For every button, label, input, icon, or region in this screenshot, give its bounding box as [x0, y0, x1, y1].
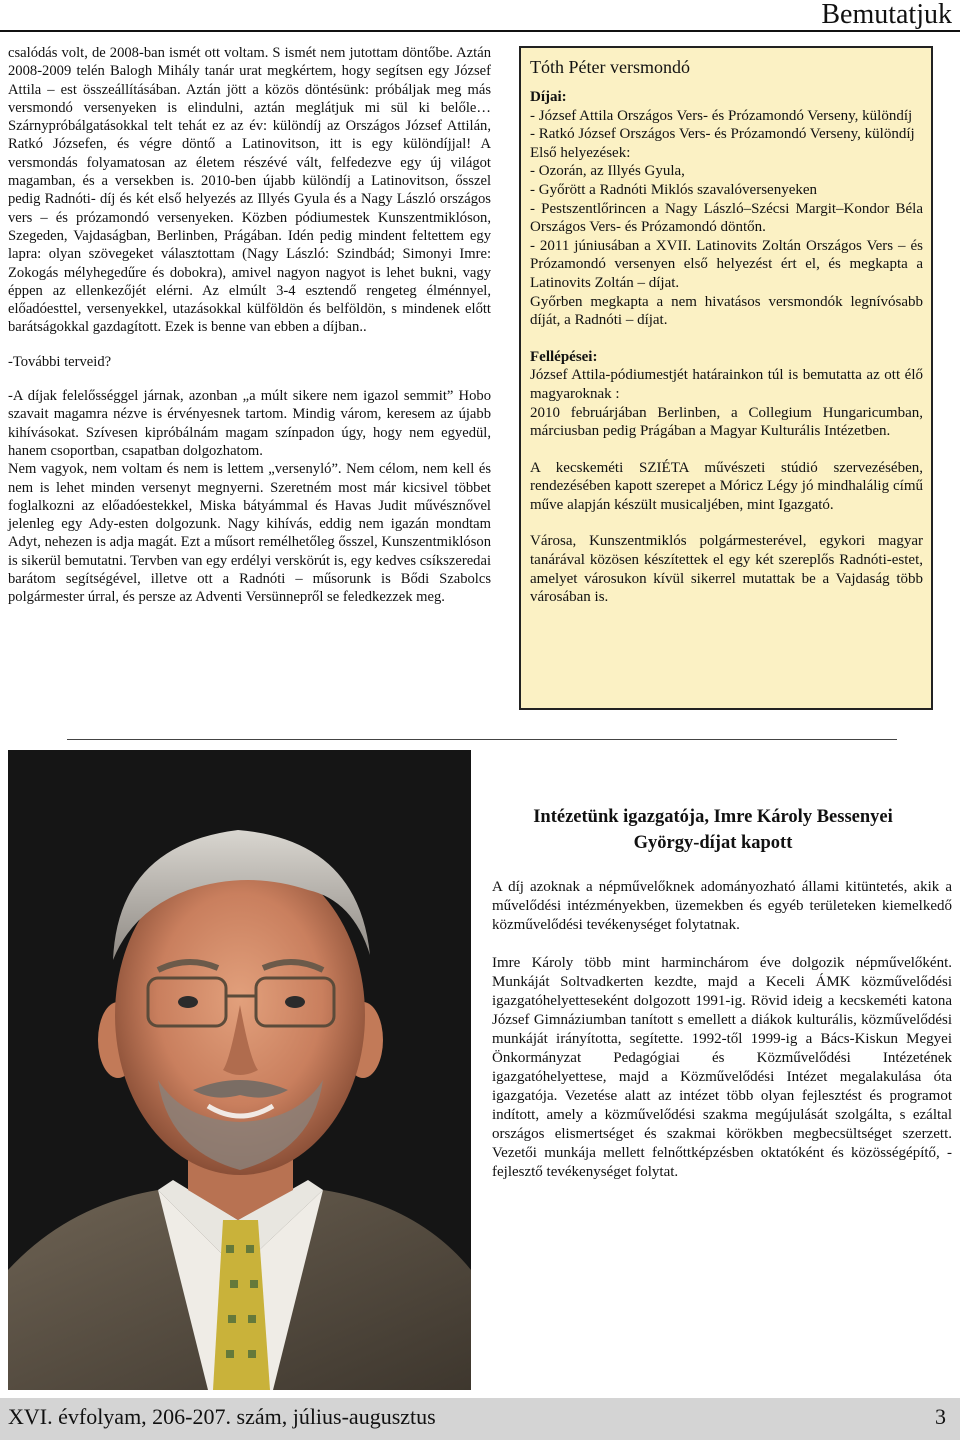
portrait-photo: [8, 750, 471, 1390]
issue-info: XVI. évfolyam, 206-207. szám, július-augusztus: [8, 1404, 436, 1429]
interview-question: -További terveid?: [8, 353, 112, 370]
award-item: - Ratkó József Országos Vers- és Prózamondó Verseny, különdíj: [530, 126, 915, 143]
section-title: Bemutatjuk: [821, 0, 952, 30]
section-divider: [67, 739, 897, 740]
first-place-item: - 2011 júniusában a XVII. Latinovits Zoltán Országos Vers – és Prózamondó versenyen első helyezést ért el, és megkapta a Latinovits Zoltán – díjat.: [530, 237, 923, 291]
article-title: [493, 804, 933, 856]
article-body: [492, 878, 952, 1182]
article-paragraph: Imre Károly több mint harminchárom éve dolgozik népművelőként. Munkáját Soltvadkerten kezdte, majd a Keceli ÁMK közművelődési igazgatóhelyetteseként dolgozott 1991-ig. Rövid ideig a kecskeméti katona József Gimnáziumban tanított s emellett a diákok kulturális, közművelődési munkáját irányította, segítette. 1992-től 1999-ig a Bács-Kiskun Megyei Önkormányzat Pedagógiai és Közművelődési Intézetének igazgatóhelyettese, majd a Közművelődési Intézet megalakulása óta igazgatója. Vezetése alatt az intézet több olyan fejlesztést és programot indított, amely a közművelődési szakma megújulását szolgálta, s ezáltal országos elismertséget és szakmai körökben megbecsültséget szerzett. Vezetői munkája mellett felnőttképzésben oktatóként és közösségépítő, -fejlesztő tevékenységet folytat.: [492, 955, 952, 1180]
first-places-label: Első helyezések:: [530, 144, 631, 161]
szieta-paragraph: A kecskeméti SZIÉTA művészeti stúdió szervezésében, rendezésében kapott szerepet a Móricz Légy jó mindhalálig című műve alapján készült musicaljében, mint Igazgató.: [530, 459, 923, 513]
page-number: 3: [935, 1404, 946, 1429]
portrait-illustration: [8, 750, 471, 1390]
infobox-title: Tóth Péter versmondó: [530, 57, 690, 77]
profile-infobox: [519, 46, 933, 710]
page-footer: [0, 1398, 960, 1440]
interview-paragraph: csalódás volt, de 2008-ban ismét ott voltam. S ismét nem jutottam döntőbe. Aztán 2008-2009 telén Balogh Mihály tanár urat megkértem, hogy segítsen egy József Attila – est összeállításában. Aztán jött a közös döntésünk: próbáljak meg más versmondó versenyeken is elindulni, aztán meglátjuk mi sül ki belőle…Szárnypróbálgatásokkal telt tehát ez az év: különdíj az Országos József Attilán, Ratkó Józsefen, és végre döntő a Latinovitson, itt is egy különdíjjal! A versmondás folyamatosan az életem részévé vált, felfedezve egy új világot magamban, és a versekben is. 2010-ben újabb különdíj a Latinovitson, ősszel pedig Radnóti- díj és két első helyezés az Illyés Gyula és a Nagy László országos vers – és prózamondó versenyeken. Közben pódiumestek Kunszentmiklóson, Szegeden, Vajdaságban, Berlinben, Prágában. Idén pedig mindent feltettem egy lapra: olyan szövegeket választottam (Nagy László: Szindbád; Simonyi Imre: Zokogás mélyhegedűre és dobokra), amivel nagyon nagyot is lehet bukni, vagy éppen az ellenkezőjét elérni. Az elmúlt 3-4 esztendő rengeteg élménnyel, előadóesttel, versenyekkel, utazásokkal külföldön és belföldön, s mindenek előtt barátságokkal gazdagított. Ezek is benne van ebben a díjban..: [8, 45, 491, 336]
first-place-item: - Ozorán, az Illyés Gyula,: [530, 163, 685, 180]
article-title-line: György-díjat kapott: [633, 833, 793, 853]
first-place-item: - Győrött a Radnóti Miklós szavalóversenyeken: [530, 181, 818, 198]
interview-paragraph: -A díjak felelősséggel járnak, azonban „a múlt sikere nem igazol semmit” Hobo szavait magamra nézve is érvényesnek tartom. Mindig várom, keresem az újabb kihívásokat. Szívesen kipróbálnám magam színpadon úgy, hogy nem egyedül, hanem csoportban, csapatban dolgozhatom.: [8, 388, 491, 459]
header-rule: [0, 30, 960, 32]
award-item: - József Attila Országos Vers- és Prózamondó Verseny, különdíj: [530, 107, 913, 124]
performances-detail: 2010 februárjában Berlinben, a Collegium Hungaricumban, márciusban pedig Prágában a Magyar Kulturális Intézetben.: [530, 404, 923, 440]
article-title-line: Intézetünk igazgatója, Imre Károly Bessenyei: [533, 807, 893, 827]
interview-paragraph: Nem vagyok, nem voltam és nem is lettem „versenyló”. Nem célom, nem kell és nem is lehet minden versenyt megnyerni. Szeretném most már kicsivel többet foglalkozni az előadóestekkel, Miska bátyámmal és Havas Judit művésznővel jelenleg egy Ady-esten dolgozunk. Nagy kihívás, eddig nem igazán mondtam Adyt, nehezen is adja magát. Ezt a műsort remélhetőleg ősszel, Kunszentmiklóson is sikerül bemutatni. Tervben van egy erdélyi verskörút is, egy kedves csíkszeredai barátom segítségével, illetve ott a Radnóti – műsorunk is Bődi Szabolcs polgármester úrral, és persze az Adventi Versünnepről se feledkezzek meg.: [8, 461, 491, 606]
performances-label: Fellépései:: [530, 348, 598, 365]
left-column: [8, 44, 491, 607]
awards-label: Díjai:: [530, 89, 567, 105]
first-place-item: - Pestszentlőrincen a Nagy László–Szécsi Margit–Kondor Béla Országos Vers- és Prózamondó döntőn.: [530, 200, 923, 236]
first-place-item: Győrben megkapta a nem hivatásos versmondók legnívósabb díját, a Radnóti – díjat.: [530, 293, 923, 329]
performances-text: József Attila-pódiumestjét határainkon túl is bemutatta az ott élő magyaroknak :: [530, 367, 923, 402]
city-paragraph: Városa, Kunszentmiklós polgármesterével, egykori magyar tanárával közösen készítettek el egy két szereplős Radnóti-estet, amelyet városukon kívül sikerrel mutattak be a Vajdaság több városában is.: [530, 533, 923, 606]
article-intro: A díj azoknak a népművelőknek adományozható állami kitüntetés, akik a művelődési intézményekben, üzemekben és egyéb területeken kiemelkedő közművelődési tevékenységet folytatnak.: [492, 879, 952, 933]
